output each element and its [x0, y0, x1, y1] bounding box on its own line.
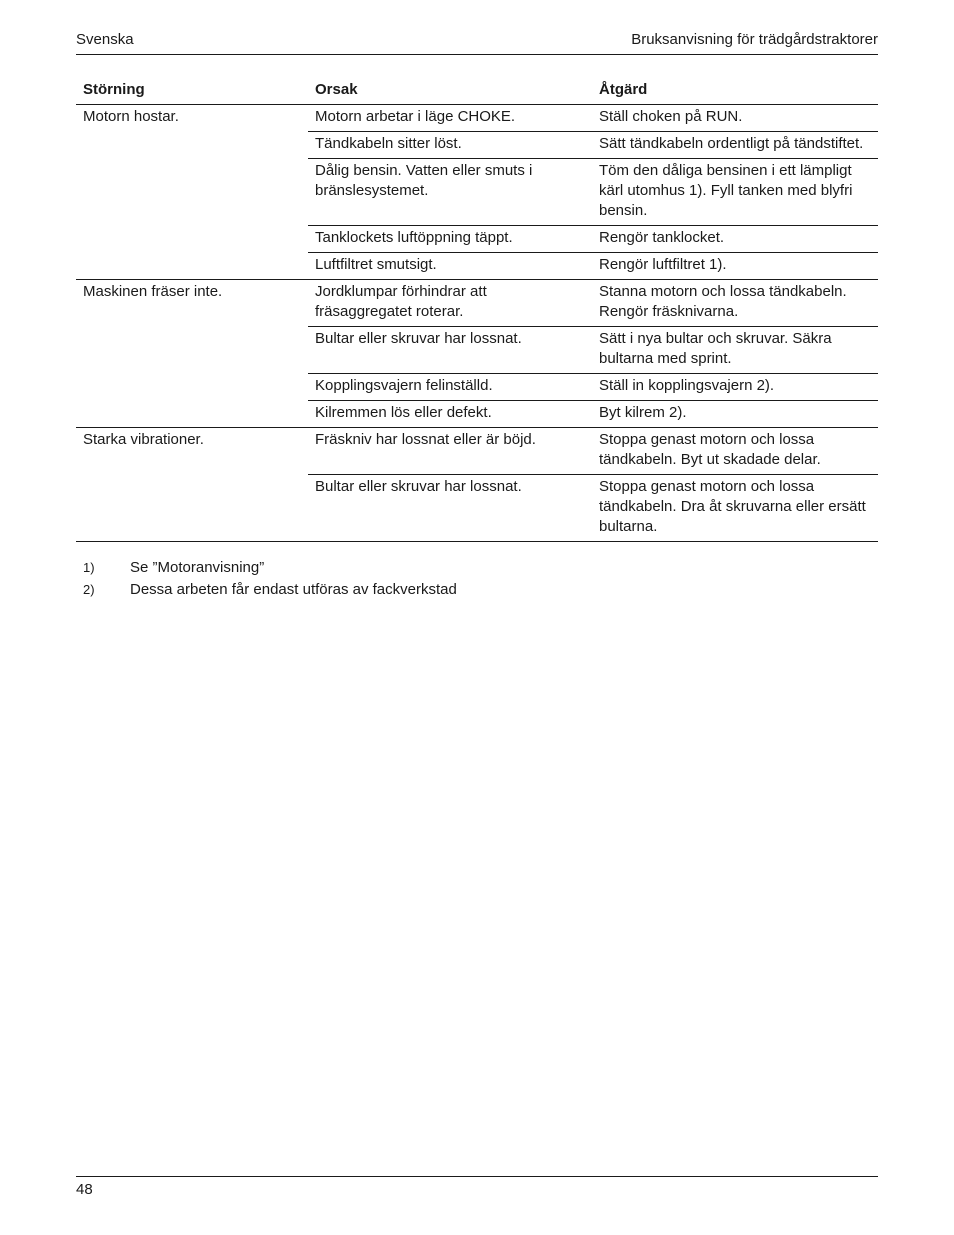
- page-number: 48: [76, 1181, 93, 1198]
- header-manual-title: Bruksanvisning för trädgårdstraktorer: [631, 31, 878, 48]
- action-cell: Töm den dåliga bensinen i ett lämpligt kärl utomhus 1). Fyll tanken med blyfri bensin.: [592, 159, 878, 226]
- cause-cell: Fräskniv har lossnat eller är böjd.: [308, 428, 592, 475]
- action-cell: Ställ in kopplingsvajern 2).: [592, 374, 878, 401]
- footnote-number: 2): [83, 582, 95, 597]
- troubleshooting-table: [76, 78, 878, 542]
- footnote: [76, 579, 878, 601]
- column-header-action: Åtgärd: [592, 78, 878, 105]
- action-cell: Rengör tanklocket.: [592, 226, 878, 253]
- fault-cell: Starka vibrationer.: [76, 428, 308, 542]
- action-cell: Ställ choken på RUN.: [592, 105, 878, 132]
- action-cell: Sätt tändkabeln ordentligt på tändstiftet.: [592, 132, 878, 159]
- action-cell: Stoppa genast motorn och lossa tändkabeln. Dra åt skruvarna eller ersätt bultarna.: [592, 475, 878, 542]
- table-header-row: [76, 78, 878, 105]
- fault-cell: Motorn hostar.: [76, 105, 308, 280]
- action-cell: Stoppa genast motorn och lossa tändkabeln. Byt ut skadade delar.: [592, 428, 878, 475]
- column-header-cause: Orsak: [308, 78, 592, 105]
- footnote-text: Se ”Motoranvisning”: [130, 559, 265, 576]
- cause-cell: Motorn arbetar i läge CHOKE.: [308, 105, 592, 132]
- table-row: [76, 105, 878, 132]
- action-cell: Stanna motorn och lossa tändkabeln. Rengör fräsknivarna.: [592, 280, 878, 327]
- fault-cell: Maskinen fräser inte.: [76, 280, 308, 428]
- header-language: Svenska: [76, 31, 134, 48]
- cause-cell: Dålig bensin. Vatten eller smuts i bränslesystemet.: [308, 159, 592, 226]
- cause-cell: Jordklumpar förhindrar att fräsaggregatet roterar.: [308, 280, 592, 327]
- footnote: [76, 557, 878, 579]
- cause-cell: Tanklockets luftöppning täppt.: [308, 226, 592, 253]
- table-row: [76, 428, 878, 475]
- column-header-fault: Störning: [76, 78, 308, 105]
- cause-cell: Tändkabeln sitter löst.: [308, 132, 592, 159]
- cause-cell: Bultar eller skruvar har lossnat.: [308, 327, 592, 374]
- action-cell: Sätt i nya bultar och skruvar. Säkra bultarna med sprint.: [592, 327, 878, 374]
- cause-cell: Kopplingsvajern felinställd.: [308, 374, 592, 401]
- page-header: [76, 30, 878, 55]
- cause-cell: Luftfiltret smutsigt.: [308, 253, 592, 280]
- footnote-text: Dessa arbeten får endast utföras av fackverkstad: [130, 581, 457, 598]
- table-row: [76, 280, 878, 327]
- cause-cell: Bultar eller skruvar har lossnat.: [308, 475, 592, 542]
- cause-cell: Kilremmen lös eller defekt.: [308, 401, 592, 428]
- action-cell: Rengör luftfiltret 1).: [592, 253, 878, 280]
- footnotes: [76, 557, 878, 601]
- table-body: [76, 105, 878, 542]
- page-footer: [76, 1176, 878, 1198]
- action-cell: Byt kilrem 2).: [592, 401, 878, 428]
- footnote-number: 1): [83, 560, 95, 575]
